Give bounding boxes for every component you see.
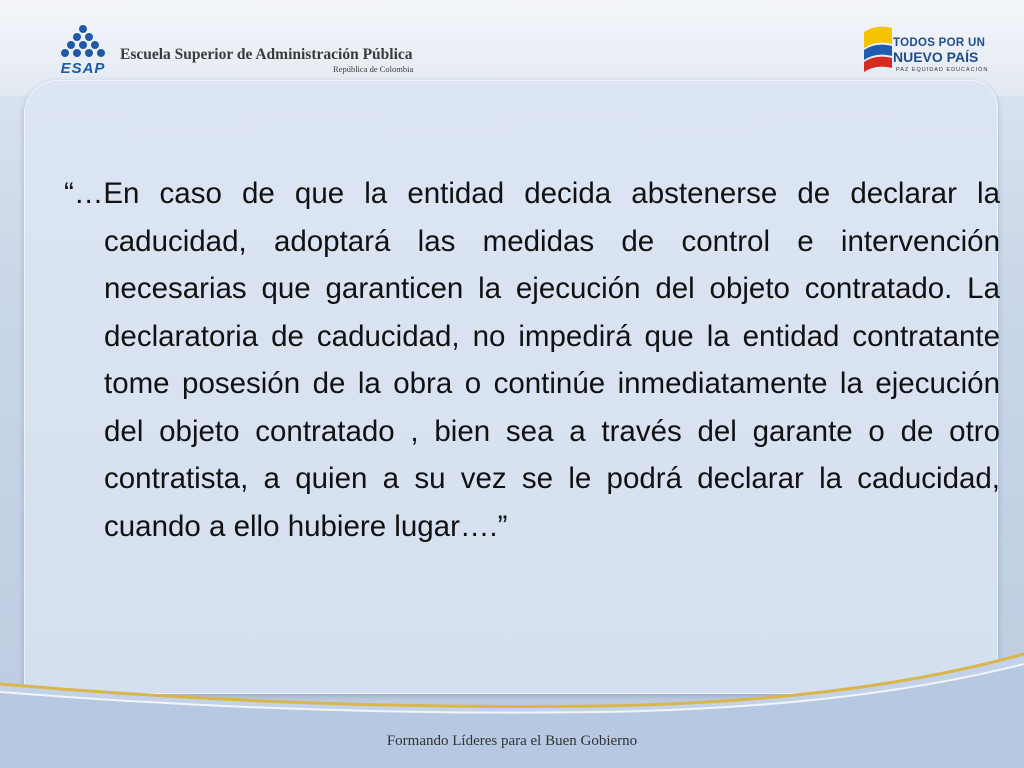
school-name: Escuela Superior de Administración Pública <box>120 46 413 63</box>
school-country: República de Colombia <box>333 64 414 74</box>
gov-slogan-line1: TODOS POR UN <box>893 37 986 49</box>
legal-quote-text: “…En caso de que la entidad decida abstenerse de declarar la caducidad, adoptará las medidas de control e intervención necesarias que garanticen la ejecución del objeto contratado. La declaratoria de caducidad, no impedirá que la entidad contratante tome posesión de la obra o continúe inmediatamente la ejecución del objeto contratado , bien sea a través del garante o de otro contratista, a quien a su vez se le podrá declarar la caducidad, cuando a ello hubiere lugar….” <box>64 177 1000 543</box>
colombia-flag-logo <box>858 22 898 74</box>
esap-logo-text: ESAP <box>60 60 106 76</box>
esap-logo <box>52 24 114 76</box>
gov-slogan-line2: NUEVO PAÍS <box>893 49 979 65</box>
gov-slogan-values: PAZ EQUIDAD EDUCACIÓN <box>896 67 989 73</box>
footer-tagline: Formando Líderes para el Buen Gobierno <box>386 733 638 749</box>
